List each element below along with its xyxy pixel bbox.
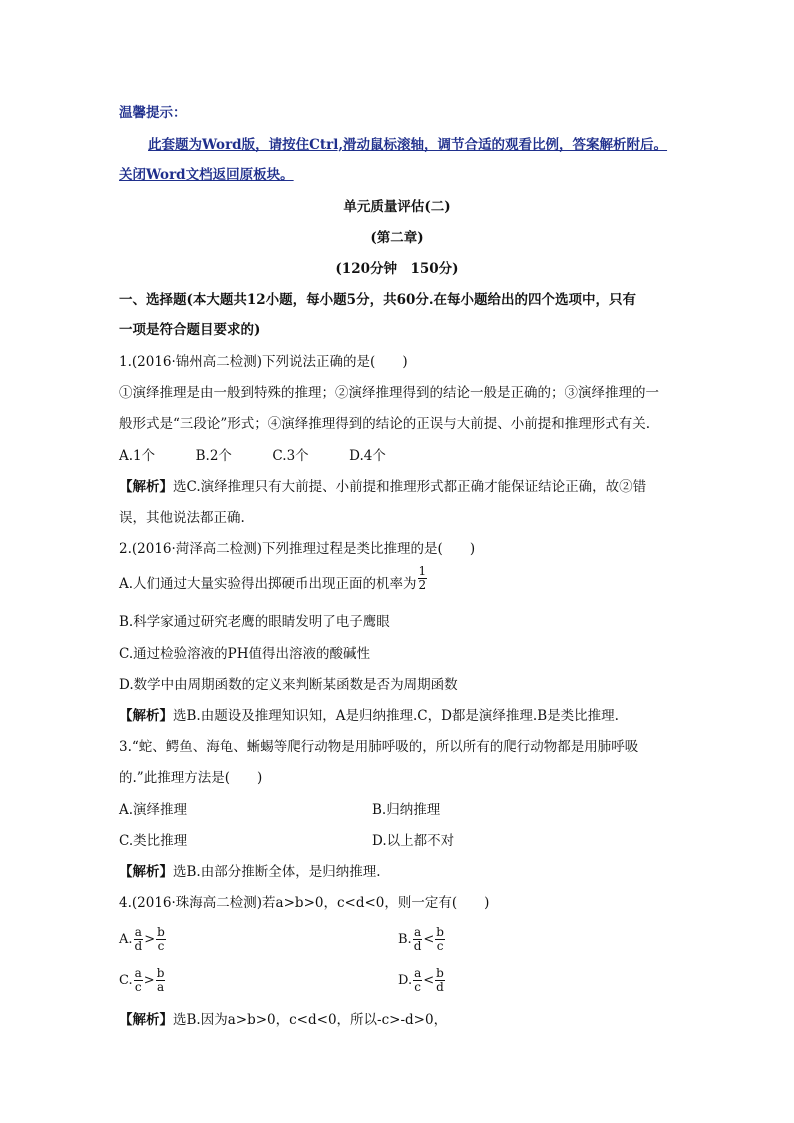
q1-analysis-text: 选C.演绎推理只有大前提、小前提和推理形式都正确才能保证结论正确，故②错 xyxy=(173,479,647,495)
fraction-one-half xyxy=(418,565,428,592)
q2-option-a xyxy=(119,564,428,593)
less-than: < xyxy=(423,932,435,947)
denominator: a xyxy=(156,980,165,994)
q4-option-b-label: B. xyxy=(398,932,412,947)
document-title: 单元质量评估(二) xyxy=(343,199,451,215)
q4-option-c-label: C. xyxy=(119,973,133,988)
q4-option-b xyxy=(398,926,446,953)
q4-analysis-text: 选B.因为a>b>0，c<d<0，所以-c>-d>0， xyxy=(173,1012,448,1028)
q1-desc-line-2: 般形式是“三段论”形式；④演绎推理得到的结论的正误与大前提、小前提和推理形式有关. xyxy=(119,416,651,432)
fraction-b-over-c xyxy=(156,926,166,953)
q2-analysis-text: 选B.由题设及推理知识知，A是归纳推理.C，D都是演绎推理.B是类比推理. xyxy=(173,708,619,724)
greater-than: > xyxy=(144,932,156,947)
fraction-denominator: 2 xyxy=(418,578,427,592)
q2-option-d: D.数学中由周期函数的定义来判断某函数是否为周期函数 xyxy=(119,677,458,693)
fraction-a-over-d xyxy=(134,926,144,953)
q4-option-c xyxy=(119,967,166,994)
q3-stem-line-2: 的.”此推理方法是( ) xyxy=(119,770,263,786)
notice-line-1: 此套题为Word版，请按住Ctrl,滑动鼠标滚轴，调节合适的观看比例，答案解析附后。 xyxy=(148,137,668,153)
less-than: < xyxy=(423,973,435,988)
q2-option-a-text: A.人们通过大量实验得出掷硬币出现正面的机率为 xyxy=(119,576,417,592)
q3-option-c: C.类比推理 xyxy=(119,833,188,849)
fraction-b-over-c xyxy=(435,926,445,953)
q1-options: A.1个 B.2个 C.3个 D.4个 xyxy=(119,448,386,464)
chapter-label: (第二章) xyxy=(370,230,424,246)
denominator: c xyxy=(436,939,444,953)
q3-option-d: D.以上都不对 xyxy=(372,833,455,849)
numerator: a xyxy=(134,925,142,939)
denominator: d xyxy=(134,939,143,953)
section-heading-line-2: 一项是符合题目要求的) xyxy=(119,322,261,338)
denominator: d xyxy=(413,939,422,953)
q3-analysis xyxy=(119,863,381,881)
notice-line-2: 关闭Word文档返回原板块。 xyxy=(119,167,294,183)
fraction-a-over-c xyxy=(413,967,422,994)
q4-option-d xyxy=(398,967,446,994)
denominator: c xyxy=(157,939,165,953)
denominator: d xyxy=(436,980,444,994)
fraction-a-over-d xyxy=(413,926,423,953)
q1-analysis-line-2: 误，其他说法都正确. xyxy=(119,510,245,526)
fraction-a-over-c xyxy=(134,967,143,994)
analysis-label: 【解析】 xyxy=(119,708,173,724)
q1-analysis-line-1 xyxy=(119,478,646,496)
numerator: a xyxy=(134,966,142,980)
denominator: c xyxy=(414,980,422,994)
fraction-b-over-d xyxy=(435,967,445,994)
numerator: b xyxy=(436,925,444,939)
q2-analysis xyxy=(119,707,619,725)
q4-option-d-label: D. xyxy=(398,973,413,988)
q1-desc-line-1: ①演绎推理是由一般到特殊的推理；②演绎推理得到的结论一般是正确的；③演绎推理的一 xyxy=(119,385,659,401)
notice-title: 温馨提示： xyxy=(119,105,187,121)
numerator: a xyxy=(414,966,422,980)
q3-option-a: A.演绎推理 xyxy=(119,802,188,818)
q4-stem: 4.(2016·珠海高二检测)若a>b>0，c<d<0，则一定有( ) xyxy=(119,895,490,911)
q4-option-a-label: A. xyxy=(119,932,133,947)
denominator: c xyxy=(134,980,142,994)
analysis-label: 【解析】 xyxy=(119,1012,173,1028)
numerator: b xyxy=(157,925,165,939)
q2-option-b: B.科学家通过研究老鹰的眼睛发明了电子鹰眼 xyxy=(119,614,390,630)
analysis-label: 【解析】 xyxy=(119,864,173,880)
greater-than: > xyxy=(143,973,155,988)
numerator: b xyxy=(156,966,165,980)
q2-stem: 2.(2016·菏泽高二检测)下列推理过程是类比推理的是( ) xyxy=(119,541,476,557)
analysis-label: 【解析】 xyxy=(119,479,173,495)
time-score: (120分钟 150分) xyxy=(335,261,459,277)
fraction-numerator: 1 xyxy=(418,564,427,578)
q4-analysis xyxy=(119,1011,447,1029)
q3-option-b: B.归纳推理 xyxy=(372,802,441,818)
fraction-b-over-a xyxy=(156,967,166,994)
section-heading-line-1: 一、选择题(本大题共12小题，每小题5分，共60分.在每小题给出的四个选项中，只有 xyxy=(119,292,637,308)
q3-stem-line-1: 3.“蛇、鳄鱼、海龟、蜥蜴等爬行动物是用肺呼吸的，所以所有的爬行动物都是用肺呼吸 xyxy=(119,739,639,755)
q2-option-c: C.通过检验溶液的PH值得出溶液的酸碱性 xyxy=(119,646,370,662)
q4-option-a xyxy=(119,926,167,953)
q1-stem: 1.(2016·锦州高二检测)下列说法正确的是( ) xyxy=(119,354,408,370)
numerator: b xyxy=(436,966,444,980)
q3-analysis-text: 选B.由部分推断全体，是归纳推理. xyxy=(173,864,381,880)
numerator: a xyxy=(413,925,422,939)
